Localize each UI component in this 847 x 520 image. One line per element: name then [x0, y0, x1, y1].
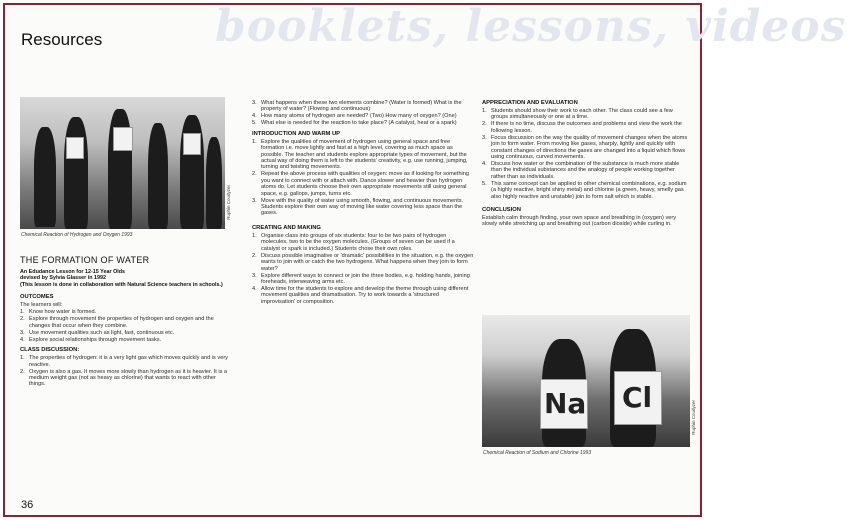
class-discussion-list-part1 — [20, 355, 230, 388]
conclusion-heading: CONCLUSION — [482, 207, 521, 214]
lesson-subinfo — [20, 269, 230, 288]
appreciation-list — [482, 108, 690, 200]
sign-chlorine: Cl — [622, 381, 653, 414]
class-discussion-list-part2 — [252, 100, 474, 127]
list-item: 2. Discuss possible imaginative or 'dramatic' possibilities in the situation, e.g. the oxygen wants to join with or catch the two hydrogens. What happens when they join to form water? — [252, 252, 474, 272]
list-item: 2. Repeat the above process with qualities of oxygen: move as if looking for something you want to connect with or attach with. Dance slower and heavier than hydrogen atoms do. Let students choose their own appropriate movements still using general space, e.g. gallops, jumps, turns etc. — [252, 171, 470, 197]
column-right — [482, 100, 690, 229]
lesson-audience: An Edudance Lesson for 12-15 Year Olds — [20, 269, 126, 275]
section-watermark: booklets, lessons, videos — [215, 1, 847, 52]
photo-sodium-chlorine — [482, 315, 690, 447]
appreciation-heading: APPRECIATION AND EVALUATION — [482, 100, 578, 106]
photo1-credit: Ruphin Coudyzer — [226, 185, 231, 220]
list-item: 1. Students should show their work to each other. The class could see a few groups simultaneously or one at a time. — [482, 108, 673, 121]
conclusion-text: Establish calm through finding, your own space and breathing in (oxygen) very slowly while stretching up and breathing out (carbon dioxide) while curling in. — [482, 215, 677, 228]
photo2-credit: Ruphin Coudyzer — [691, 400, 696, 435]
list-item: 5. What else is needed for the reaction to take place? (A catalyst, heat or a spark) — [252, 120, 457, 127]
page-title: Resources — [21, 30, 103, 49]
page-number: 36 — [21, 499, 34, 511]
outcomes-list — [20, 309, 230, 343]
creating-making-list — [252, 233, 474, 305]
list-item: 4. Discuss how water or the combination of the substance is much more stable than the individual substances and the analogy of people working together rather than as individuals. — [482, 161, 680, 180]
intro-warmup-list — [252, 139, 474, 217]
list-item: 2. Explore through movement the properties of hydrogen and oxygen and the changes that occur when they combine. — [20, 316, 214, 329]
list-item: 1. Explore the qualities of movement of hydrogen using general space and free formation i.e. move lightly and fast at a high level, covering as much space as possible. The teacher and students explore appropriate types of movement, but the actual way of doing them is left to the students' creativity, e.g. use running, jumping, turning and twisting movements. — [252, 138, 468, 171]
class-discussion-heading: CLASS DISCUSSION: — [20, 347, 80, 354]
outcomes-intro: The learners will: — [20, 301, 63, 308]
list-item: 3. Explore different ways to connect or join the three bodies, e.g. holding hands, joining foreheads, interweaving arms etc. — [252, 272, 470, 285]
list-item: 3. Use movement qualities such as light, fast, continuous etc. — [20, 329, 175, 336]
list-item: 4. How many atoms of hydrogen are needed? (Two) How many of oxygen? (One) — [252, 113, 457, 120]
photo2-caption: Chemical Reaction of Sodium and Chlorine 1993 — [483, 450, 592, 456]
list-item: 4. Allow time for the students to explore and develop the theme through using different movement qualities and dramatisation. Try to work towards a 'structured improvisation' or composition. — [252, 285, 469, 305]
creating-making-heading: CREATING AND MAKING — [252, 224, 321, 231]
list-item: 2. Oxygen is also a gas. It moves more slowly than hydrogen as it is heavier. It is a medium weight gas (not as heavy as chlorine) that wants to react with other things. — [20, 368, 228, 388]
list-item: 3. Focus discussion on the way the quality of movement changes when the atoms join to form water. From moving like gases, sharply, lightly and quickly with constant changes of directions the gases are changed into a liquid which flows using continuous, curved movements. — [482, 134, 688, 161]
list-item: 1. Organise class into groups of six students: four to be two pairs of hydrogen molecules, two to be the oxygen molecules. (Groups of seven can be used if a catalyst or spark is included.) Students chose their own roles. — [252, 232, 455, 252]
lesson-note: (This lesson is done in collaboration with Natural Science teachers in schools.) — [20, 281, 223, 288]
list-item: 4. Explore social relationships through movement tasks. — [20, 336, 162, 343]
column-middle — [252, 100, 474, 306]
list-item: 1. Know how water is formed. — [20, 309, 97, 316]
outcomes-heading: OUTCOMES — [20, 293, 54, 300]
list-item: 2. If there is no time, discuss the outcomes and problems and view the work the following lesson. — [482, 121, 682, 134]
intro-warmup-heading: INTRODUCTION AND WARM UP — [252, 130, 341, 137]
sign-sodium: Na — [544, 387, 587, 420]
lesson-author: devised by Sylvia Glasser in 1992 — [20, 275, 107, 282]
list-item: 5. This same concept can be applied to other chemical combinations, e.g. sodium (a highly reactive, bright shiny metal) and chlorine (a green, heavy, smelly gas also highly reactive and unstable) join to form salt which is stable. — [482, 180, 687, 200]
list-item: 1. The properties of hydrogen: it is a very light gas which moves quickly and is very reactive. — [20, 355, 228, 368]
list-item: 3. What happens when these two elements combine? (Water is formed) What is the property of water? (Flowing and continuous) — [252, 100, 462, 113]
list-item: 3. Move with the quality of water using smooth, flowing, and continuous movements. Students explore their own way of moving like water covering less space than the gases. — [252, 197, 464, 217]
photo1-caption: Chemical Reaction of Hydrogen and Oxygen 1993 — [21, 232, 133, 238]
document-page — [3, 1, 847, 517]
photo-hydrogen-oxygen — [20, 97, 225, 229]
column-left — [20, 255, 230, 388]
lesson-heading: THE FORMATION OF WATER — [20, 255, 150, 265]
